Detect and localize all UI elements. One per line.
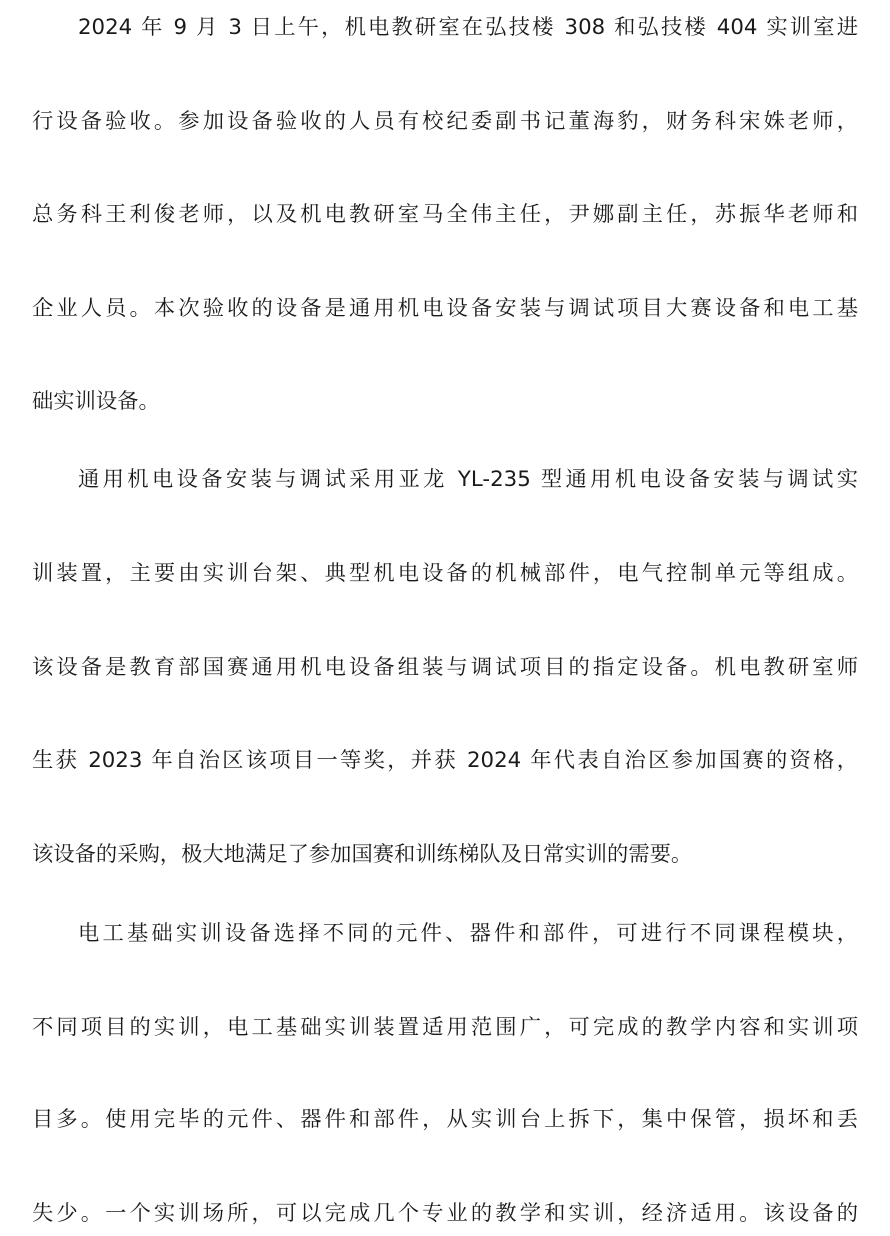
- text-line: 目多。使用完毕的元件、器件和部件，从实训台上拆下，集中保管，损坏和丢: [32, 1107, 858, 1132]
- paragraph-3-line-2: [0, 1008, 890, 1048]
- text-line: 生获 2023 年自治区该项目一等奖，并获 2024 年代表自治区参加国赛的资格，: [32, 748, 858, 773]
- paragraph-2-line-2: [0, 554, 890, 594]
- paragraph-3-line-4: [0, 1194, 890, 1234]
- text-line: 行设备验收。参加设备验收的人员有校纪委副书记董海豹，财务科宋姝老师，: [32, 109, 858, 134]
- text-line: 训装置，主要由实训台架、典型机电设备的机械部件，电气控制单元等组成。: [32, 561, 858, 586]
- paragraph-1-line-4: [0, 289, 890, 329]
- paragraph-1-line-5: [0, 382, 890, 422]
- paragraph-1-line-3: [0, 195, 890, 235]
- text-line: 电工基础实训设备选择不同的元件、器件和部件，可进行不同课程模块，: [78, 921, 858, 946]
- text-line: 该设备的采购，极大地满足了参加国赛和训练梯队及日常实训的需要。: [32, 842, 693, 867]
- text-line: 础实训设备。: [32, 389, 160, 414]
- text-line: 失少。一个实训场所，可以完成几个专业的教学和实训，经济适用。该设备的: [32, 1201, 858, 1226]
- text-line: 通用机电设备安装与调试采用亚龙 YL-235 型通用机电设备安装与调试实: [78, 467, 858, 492]
- text-line: 企业人员。本次验收的设备是通用机电设备安装与调试项目大赛设备和电工基: [32, 296, 858, 321]
- paragraph-1-line-1: [0, 8, 890, 48]
- paragraph-3-line-3: [0, 1100, 890, 1140]
- paragraph-1-line-2: [0, 102, 890, 142]
- paragraph-2-line-5: [0, 835, 890, 875]
- text-line: 2024 年 9 月 3 日上午，机电教研室在弘技楼 308 和弘技楼 404 实训室进: [78, 15, 858, 40]
- paragraph-3-line-1: [0, 914, 890, 954]
- paragraph-2-line-4: [0, 741, 890, 781]
- paragraph-2-line-3: [0, 648, 890, 688]
- text-line: 该设备是教育部国赛通用机电设备组装与调试项目的指定设备。机电教研室师: [32, 655, 858, 680]
- text-line: 总务科王利俊老师，以及机电教研室马全伟主任，尹娜副主任，苏振华老师和: [32, 202, 858, 227]
- text-line: 不同项目的实训，电工基础实训装置适用范围广，可完成的教学内容和实训项: [32, 1015, 858, 1040]
- paragraph-2-line-1: [0, 460, 890, 500]
